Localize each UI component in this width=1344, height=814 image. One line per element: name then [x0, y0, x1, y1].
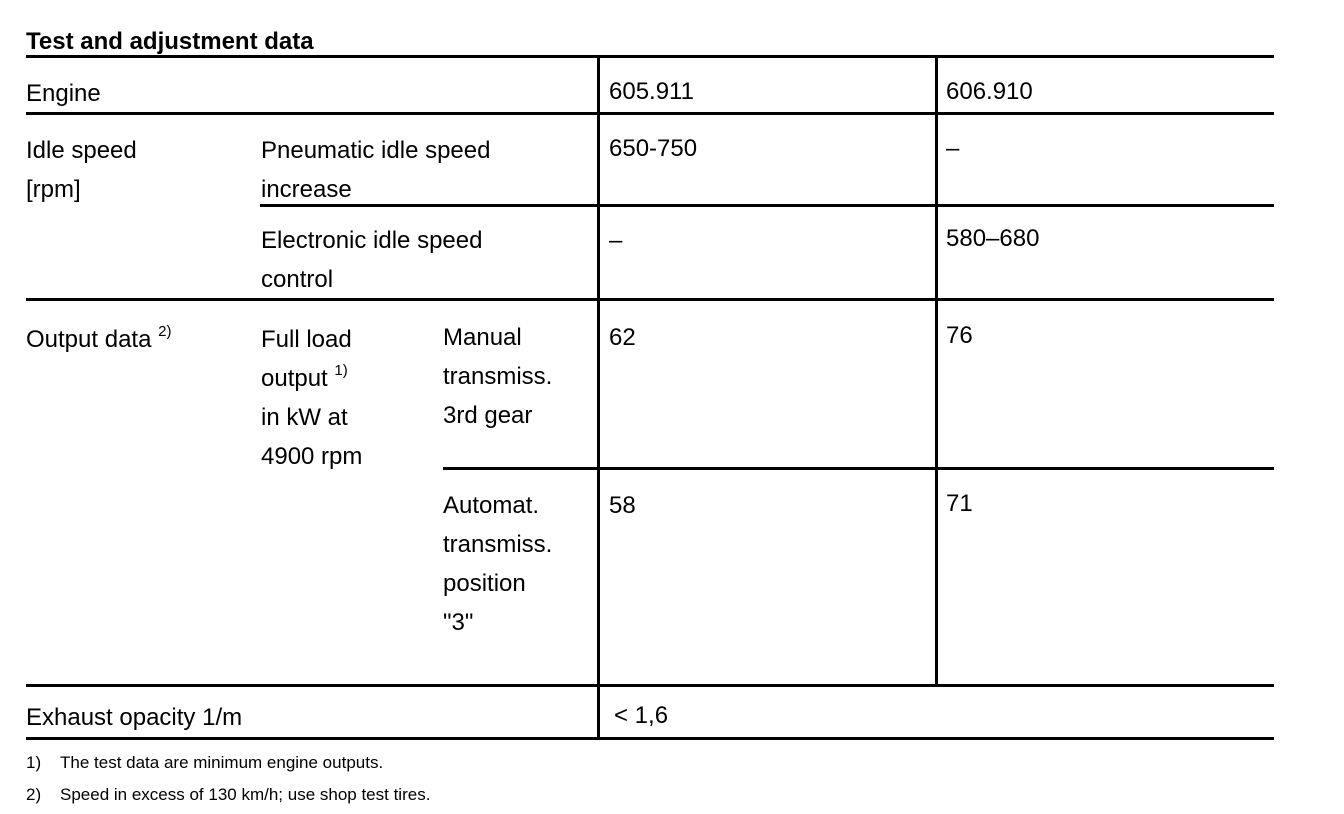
electronic-idle-value-1: – [609, 227, 623, 254]
pneumatic-idle-value-1: 650-750 [609, 135, 698, 162]
rule-top [26, 55, 1274, 58]
rule-below-output [26, 684, 1274, 687]
manual-value-1: 62 [609, 324, 636, 351]
engine-605-911: 605.911 [609, 78, 694, 105]
electronic-idle-label: Electronic idle speed control [261, 227, 483, 293]
footnote-ref-1: 1) [334, 362, 348, 379]
manual-transmission-label: Manual transmiss. 3rd gear [443, 324, 553, 429]
engine-label: Engine [26, 80, 101, 107]
table-title: Test and adjustment data [26, 28, 314, 55]
rule-bottom [26, 737, 1274, 740]
automatic-value-2: 71 [946, 490, 973, 517]
electronic-idle-value-2: 580–680 [946, 225, 1040, 252]
column-divider-1 [597, 55, 600, 740]
footnote-2: 2) Speed in excess of 130 km/h; use shop test tires. [26, 785, 431, 804]
pneumatic-idle-label: Pneumatic idle speed increase [261, 137, 491, 203]
rule-output-split [443, 467, 1274, 470]
full-load-label: Full load output $^{1)}$ in kW at 4900 rpm [261, 326, 363, 470]
automatic-value-1: 58 [609, 492, 636, 519]
engine-606-910: 606.910 [946, 78, 1033, 105]
automatic-transmission-label: Automat. transmiss. position "3" [443, 492, 553, 636]
output-data-label: Output data $^{2)}$ [26, 323, 172, 353]
footnote-1: 1) The test data are minimum engine outputs. [26, 753, 384, 772]
idle-speed-label: Idle speed [rpm] [26, 137, 137, 203]
pneumatic-idle-value-2: – [946, 135, 960, 162]
column-divider-2 [935, 55, 938, 687]
rule-below-idle [26, 298, 1274, 301]
footnote-ref-2: 2) [158, 323, 172, 340]
manual-value-2: 76 [946, 322, 973, 349]
exhaust-opacity-label: Exhaust opacity 1/m [26, 704, 243, 731]
exhaust-opacity-value: < 1,6 [614, 702, 669, 729]
rule-below-header [26, 112, 1274, 115]
